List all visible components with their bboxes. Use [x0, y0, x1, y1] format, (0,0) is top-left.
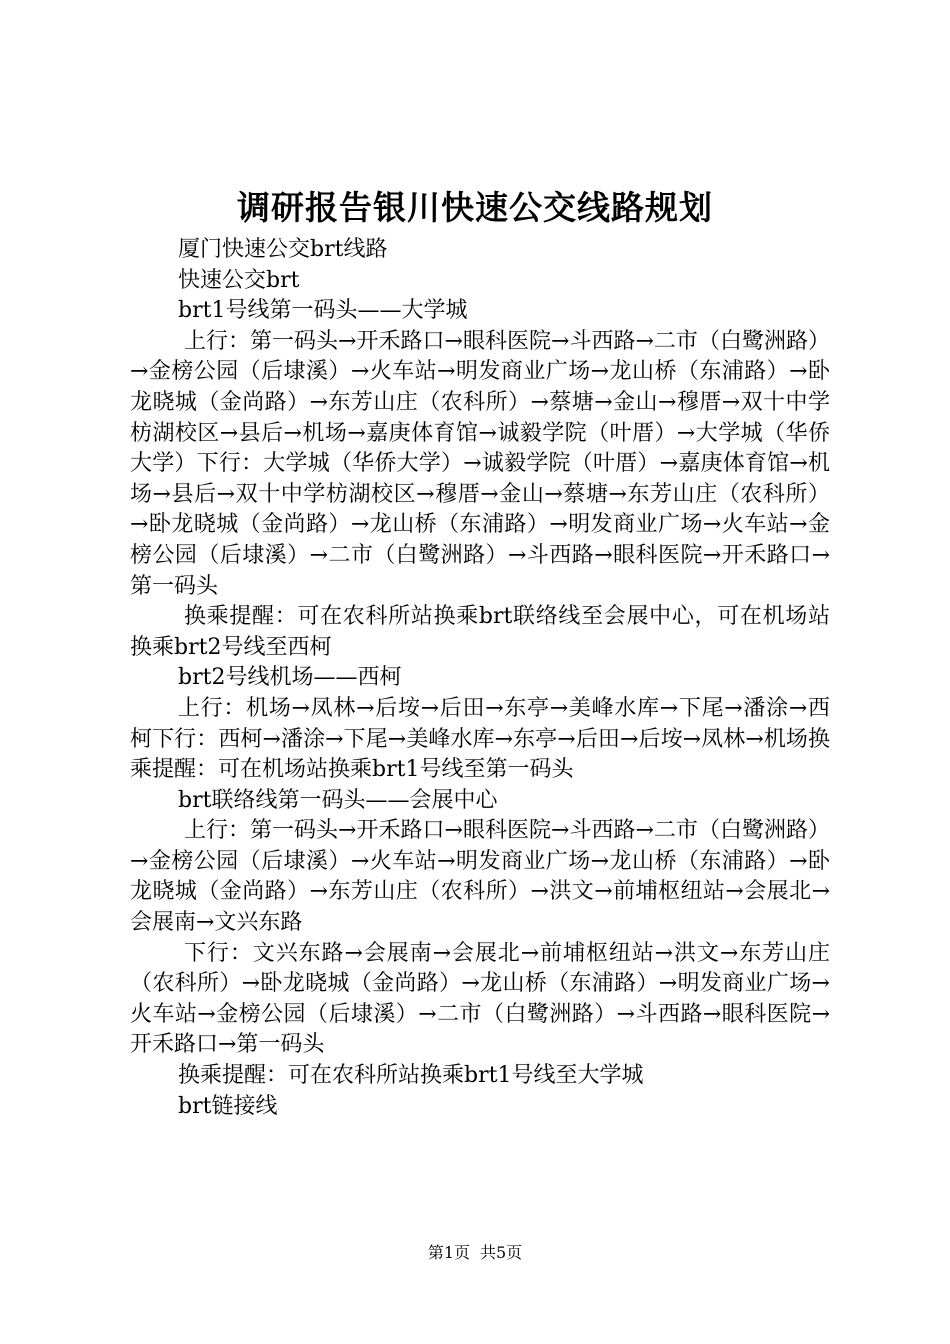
paragraph-brt-link-up: 上行：第一码头→开禾路口→眼科医院→斗西路→二市（白鹭洲路）→金榜公园（后埭溪）→火车站→明发商业广场→龙山桥（东浦路）→卧龙晓城（金尚路）→东芳山庄（农科所）→洪文→前埔枢纽站→会展北→会展南→文兴东路	[130, 818, 830, 936]
page-footer	[0, 1243, 950, 1263]
paragraph-brt-link-transfer: 换乘提醒：可在农科所站换乘brt1号线至大学城	[178, 1063, 644, 1089]
document-title: 调研报告银川快速公交线路规划	[237, 188, 713, 227]
paragraph-brt-link-down: 下行：文兴东路→会展南→会展北→前埔枢纽站→洪文→东芳山庄（农科所）→卧龙晓城（金尚路）→龙山桥（东浦路）→明发商业广场→火车站→金榜公园（后埭溪）→二市（白鹭洲路）→斗西路→眼科医院→开禾路口→第一码头	[130, 940, 830, 1058]
paragraph-heading-brt-connect: brt链接线	[178, 1093, 278, 1119]
page-number: 第1页	[427, 1243, 470, 1262]
paragraph-heading-brt2: brt2号线机场——西柯	[178, 665, 402, 691]
paragraph-brt1-route: 上行：第一码头→开禾路口→眼科医院→斗西路→二市（白鹭洲路）→金榜公园（后埭溪）→火车站→明发商业广场→龙山桥（东浦路）→卧龙晓城（金尚路）→东芳山庄（农科所）→蔡塘→金山→穆厝→双十中学枋湖校区→县后→机场→嘉庚体育馆→诚毅学院（叶厝）→大学城（华侨大学）下行：大学城（华侨大学）→诚毅学院（叶厝）→嘉庚体育馆→机场→县后→双十中学枋湖校区→穆厝→金山→蔡塘→东芳山庄（农科所）→卧龙晓城（金尚路）→龙山桥（东浦路）→明发商业广场→火车站→金榜公园（后埭溪）→二市（白鹭洲路）→斗西路→眼科医院→开禾路口→第一码头	[130, 328, 830, 599]
paragraph-brt2-route: 上行：机场→凤林→后垵→后田→东亭→美峰水库→下尾→潘涂→西柯下行：西柯→潘涂→下尾→美峰水库→东亭→后田→后垵→凤林→机场换乘提醒：可在机场站换乘brt1号线至第一码头	[130, 695, 830, 783]
document-body	[130, 235, 830, 1122]
paragraph-brt1-transfer: 换乘提醒：可在农科所站换乘brt联络线至会展中心，可在机场站换乘brt2号线至西柯	[130, 604, 830, 660]
paragraph-heading-brt: 快速公交brt	[178, 267, 300, 293]
paragraph-heading-xiamen-brt: 厦门快速公交brt线路	[178, 237, 388, 262]
page-total: 共5页	[480, 1243, 523, 1262]
paragraph-heading-brt1: brt1号线第一码头——大学城	[178, 298, 468, 324]
paragraph-heading-brt-link: brt联络线第一码头——会展中心	[178, 787, 498, 813]
